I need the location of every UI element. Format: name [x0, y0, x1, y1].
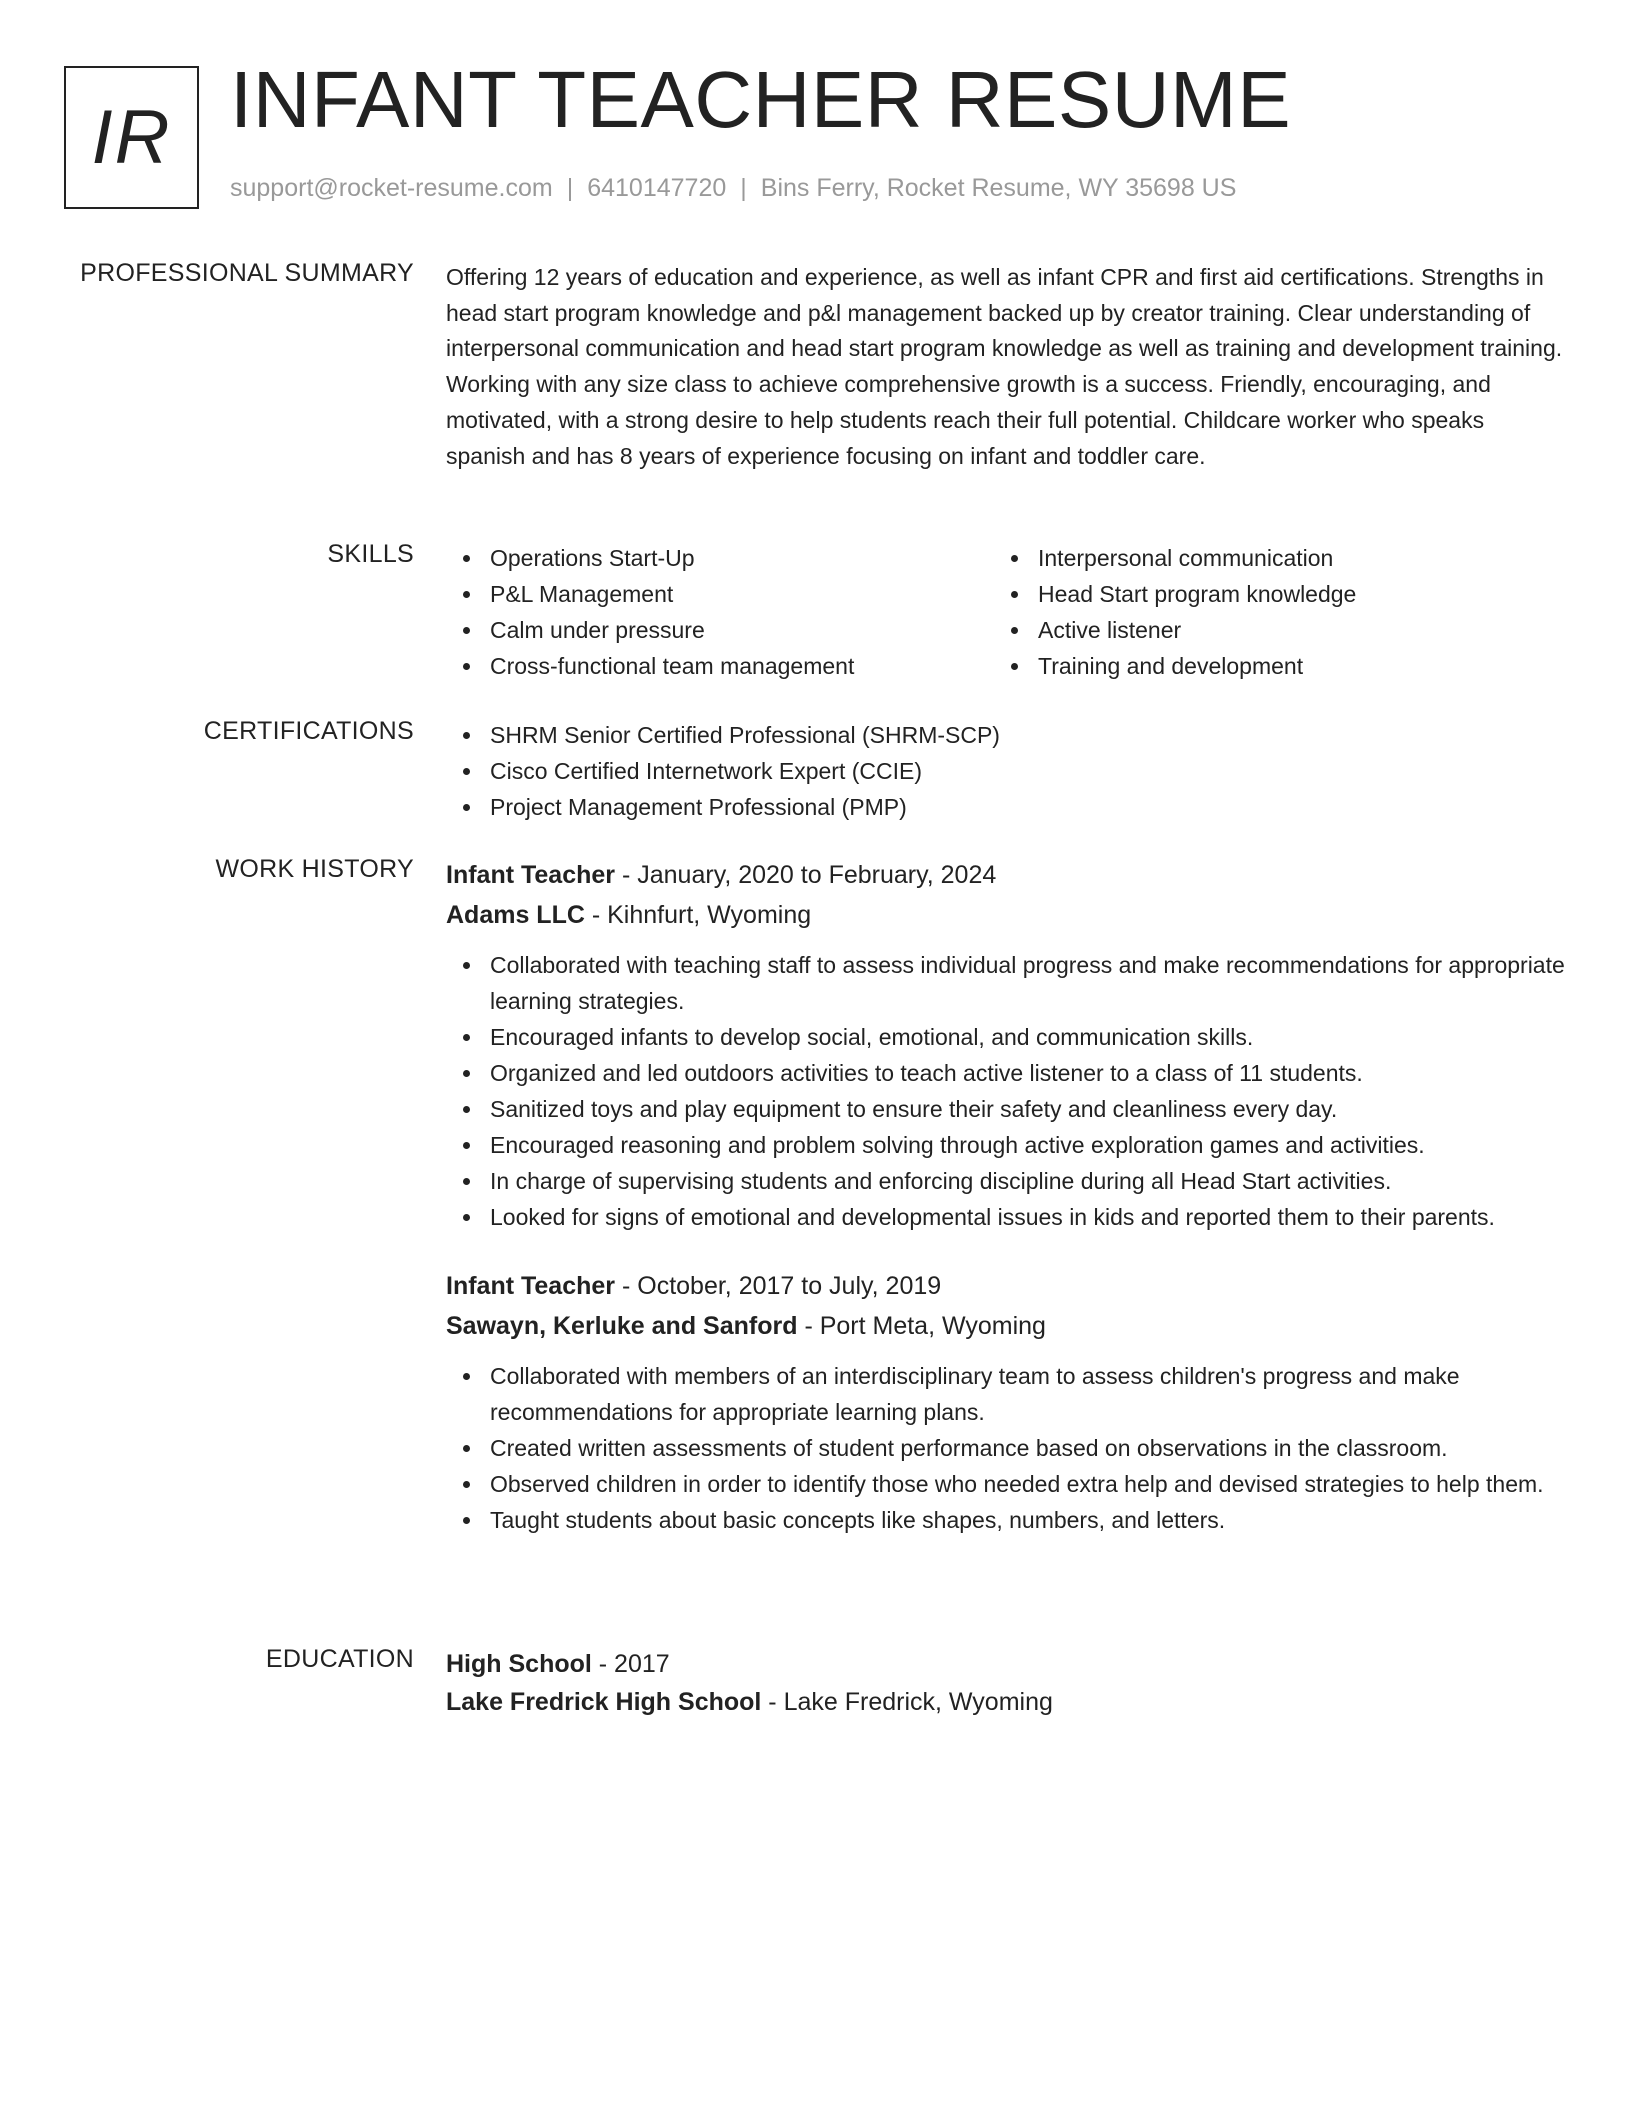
certifications-list [446, 717, 1566, 825]
job-duty-item: Organized and led outdoors activities to teach active listener to a class of 11 students. [446, 1055, 1566, 1091]
job-duty-item: Taught students about basic concepts like shapes, numbers, and letters. [446, 1502, 1566, 1538]
certification-item: Project Management Professional (PMP) [446, 789, 1566, 825]
skills-list-right [994, 540, 1514, 684]
job-duty-item: Sanitized toys and play equipment to ensure their safety and cleanliness every day. [446, 1091, 1566, 1127]
contact-address: Bins Ferry, Rocket Resume, WY 35698 US [760, 174, 1237, 202]
skills-list-left [446, 540, 994, 684]
education-degree-line [446, 1645, 1566, 1683]
job-dates: - October, 2017 to July, 2019 [615, 1272, 942, 1300]
education-school: Lake Fredrick High School [446, 1688, 762, 1716]
job-duties-list [446, 947, 1566, 1235]
job-company-line [446, 895, 1566, 935]
resume-title: INFANT TEACHER RESUME [230, 55, 1292, 144]
certifications-heading: CERTIFICATIONS [203, 717, 414, 745]
education-location: - Lake Fredrick, Wyoming [761, 1688, 1053, 1716]
education-body [446, 1645, 1566, 1721]
job-company: Adams LLC [446, 901, 585, 929]
skill-item: Training and development [994, 648, 1514, 684]
job-duty-item: Collaborated with teaching staff to assess individual progress and make recommendations for appropriate learning strategies. [446, 947, 1566, 1019]
job-entry [446, 1266, 1566, 1538]
job-duty-item: Observed children in order to identify those who needed extra help and devised strategies to help them. [446, 1466, 1566, 1502]
skill-item: Calm under pressure [446, 612, 994, 648]
job-duty-item: Encouraged reasoning and problem solving through active exploration games and activities. [446, 1127, 1566, 1163]
job-title-line [446, 855, 1566, 895]
monogram-logo [64, 66, 199, 209]
skills-body [446, 540, 1566, 684]
skills-grid [446, 540, 1566, 684]
work-history-heading: WORK HISTORY [215, 855, 414, 883]
skill-item: Operations Start-Up [446, 540, 994, 576]
job-location: - Kihnfurt, Wyoming [584, 901, 812, 929]
skill-item: P&L Management [446, 576, 994, 612]
education-degree: High School [446, 1650, 592, 1678]
education-heading: EDUCATION [265, 1645, 414, 1673]
contact-email[interactable]: support@rocket-resume.com [230, 174, 553, 202]
job-location: - Port Meta, Wyoming [797, 1312, 1046, 1340]
education-year: - 2017 [591, 1650, 670, 1678]
contact-line [230, 174, 1236, 203]
skill-item: Active listener [994, 612, 1514, 648]
certification-item: SHRM Senior Certified Professional (SHRM-SCP) [446, 717, 1566, 753]
skill-item: Cross-functional team management [446, 648, 994, 684]
monogram-text: IR [91, 95, 172, 180]
contact-phone[interactable]: 6410147720 [587, 174, 727, 202]
job-duties-list [446, 1358, 1566, 1538]
job-duty-item: Created written assessments of student performance based on observations in the classroom. [446, 1430, 1566, 1466]
job-duty-item: Looked for signs of emotional and developmental issues in kids and reported them to their parents. [446, 1199, 1566, 1235]
contact-separator: | [740, 174, 747, 202]
summary-heading: PROFESSIONAL SUMMARY [80, 259, 414, 287]
work-history-body [446, 855, 1566, 1538]
job-title: Infant Teacher [446, 861, 616, 889]
job-company-line [446, 1306, 1566, 1346]
job-duty-item: Encouraged infants to develop social, emotional, and communication skills. [446, 1019, 1566, 1055]
job-dates: - January, 2020 to February, 2024 [615, 861, 997, 889]
contact-separator: | [566, 174, 574, 202]
certifications-body [446, 717, 1566, 825]
skill-item: Interpersonal communication [994, 540, 1514, 576]
job-title: Infant Teacher [446, 1272, 616, 1300]
job-title-line [446, 1266, 1566, 1306]
skill-item: Head Start program knowledge [994, 576, 1514, 612]
skills-heading: SKILLS [327, 540, 414, 568]
job-duty-item: In charge of supervising students and enforcing discipline during all Head Start activities. [446, 1163, 1566, 1199]
summary-text: Offering 12 years of education and experience, as well as infant CPR and first aid certifications. Strengths in head start program knowledge and p&l management backed up by creator training. Clear understanding of interpersonal communication and head start program knowledge as well as training and development training. Working with any size class to achieve comprehensive growth is a success. Friendly, encouraging, and motivated, with a strong desire to help students reach their full potential. Childcare worker who speaks spanish and has 8 years of experience focusing on infant and toddler care. [446, 264, 1563, 469]
certification-item: Cisco Certified Internetwork Expert (CCIE) [446, 753, 1566, 789]
job-duty-item: Collaborated with members of an interdisciplinary team to assess children's progress and make recommendations for appropriate learning plans. [446, 1358, 1566, 1430]
job-company: Sawayn, Kerluke and Sanford [446, 1312, 798, 1340]
job-entry [446, 855, 1566, 1235]
education-school-line [446, 1683, 1566, 1721]
